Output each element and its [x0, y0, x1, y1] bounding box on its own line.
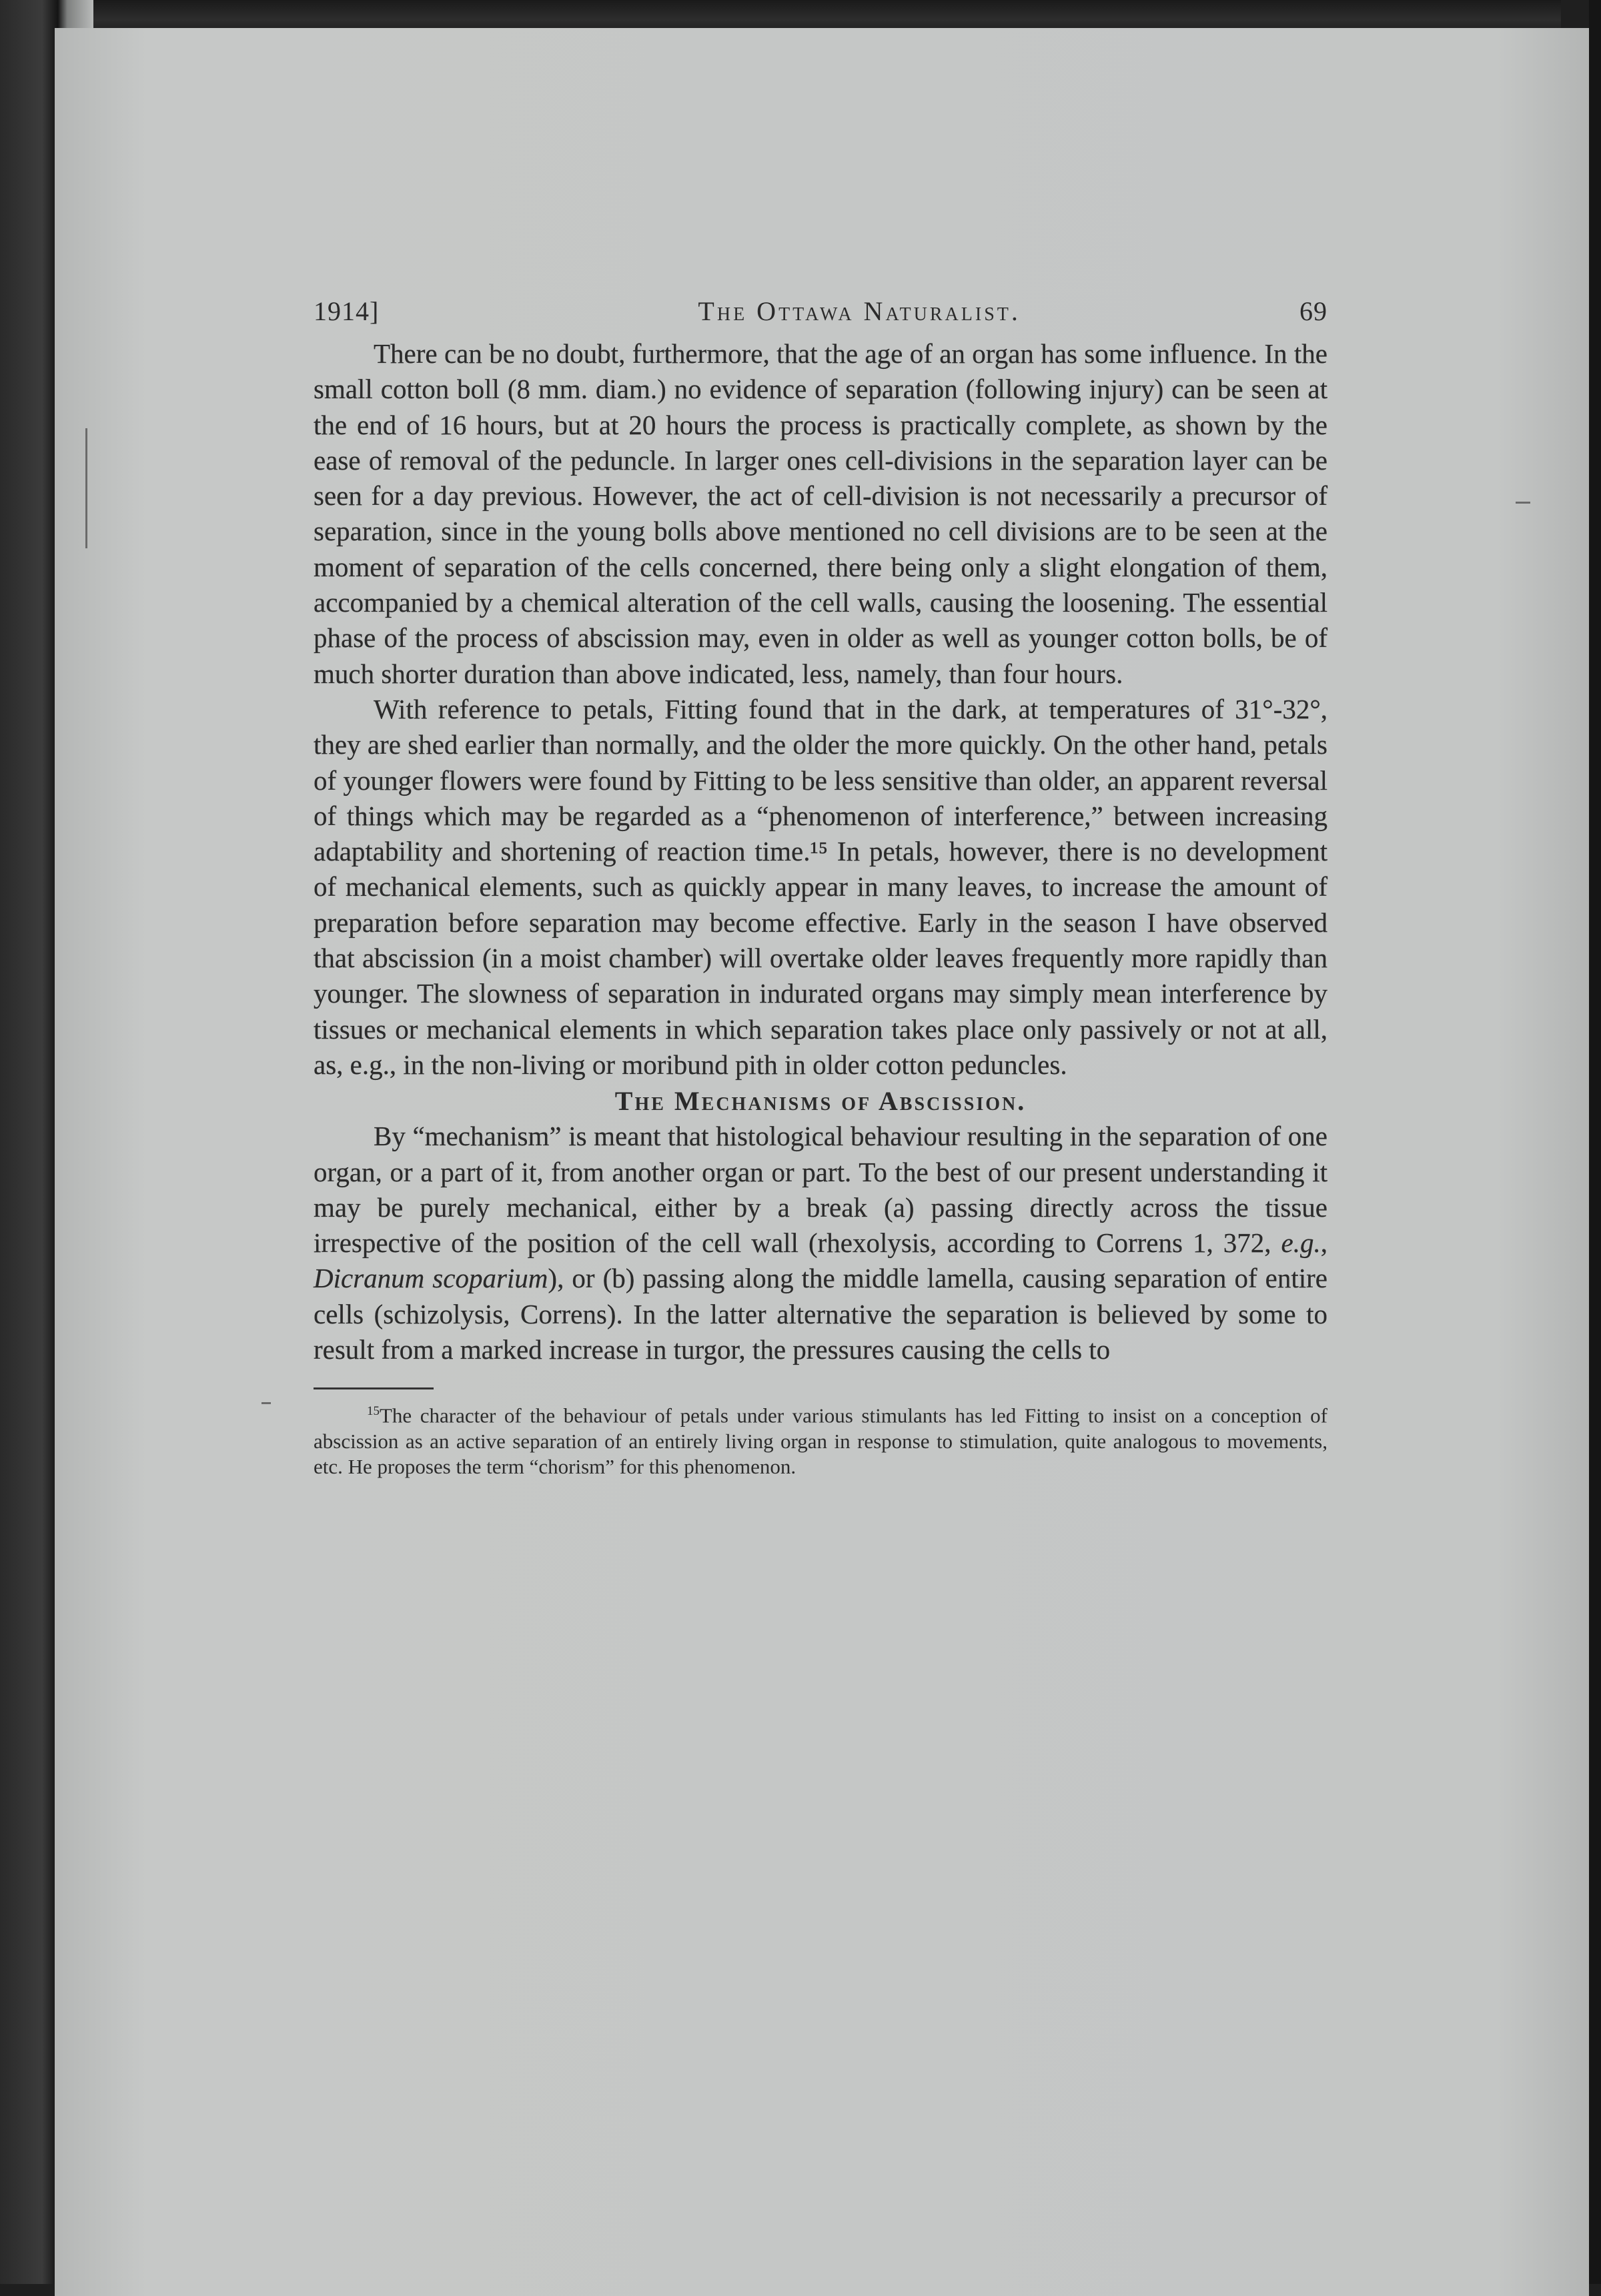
paragraph-text: ), or (b) passing along the middle lamella, causing separation of entire cells (schizolysis, Correns). In the latter alternative the separation is believed by some to result from a marked increase in turgor, the pressures causing the cells to — [314, 1263, 1327, 1365]
section-heading: The Mechanisms of Abscission. — [614, 1086, 1027, 1117]
paragraph-text: By “mechanism” is meant that histological behaviour resulting in the separation of one organ, or a part of it, from another organ or part. To the best of our present understanding it may be purely mechanical, either by a break (a) passing directly across the tissue irrespective of the position of the cell wall (rhexolysis, according to Correns 1, 372, — [314, 1121, 1327, 1259]
running-header — [314, 292, 1327, 331]
scan-right-edge — [1589, 0, 1601, 2284]
margin-mark — [85, 428, 87, 548]
footnote — [314, 1399, 1327, 1479]
body-paragraph — [314, 1119, 1327, 1367]
body-paragraph: With reference to petals, Fitting found that in the dark, at temperatures of 31°-32°, they are shed earlier than normally, and the older the more quickly. On the other hand, petals of younger flowers were found by Fitting to be less sensitive than older, an apparent reversal of things which may be regarded as a “phenomenon of interference,” between increasing adaptability and shortening of reaction time.¹⁵ In petals, however, there is no development of mechanical elements, such as quickly appear in many leaves, to increase the amount of preparation before separation may become effective. Early in the season I have observed that abscission (in a moist chamber) will overtake older leaves frequently more rapidly than younger. The slowness of separation in indurated organs may simply mean interference by tissues or mechanical elements in which separation takes place only passively or not at all, as, e.g., in the non-living or moribund pith in older cotton peduncles. — [314, 693, 1327, 1080]
footnote-marker: 15 — [367, 1404, 380, 1419]
journal-title: The Ottawa Naturalist. — [698, 296, 1021, 326]
species-name: Dicranum scoparium — [314, 1263, 548, 1294]
page-content — [314, 292, 1327, 1480]
footnote-rule — [314, 1387, 434, 1389]
abbreviation-eg: e.g. — [1281, 1227, 1321, 1259]
paragraph-text: , — [1320, 1227, 1327, 1259]
footnote-text: The character of the behaviour of petals under various stimulants has led Fitting to insist on a conception of abscission as an active separation of an entirely living organ in response to stimulation, quite analogous to movements, etc. He proposes the term “chorism” for this phenomenon. — [314, 1403, 1327, 1478]
page-number: 69 — [1299, 296, 1327, 326]
margin-mark — [261, 1402, 271, 1404]
body-paragraph: There can be no doubt, furthermore, that the age of an organ has some influence. In the small cotton boll (8 mm. diam.) no evidence of separation (following injury) can be seen at the end of 16 hours, but at 20 hours the process is practically complete, as shown by the ease of removal of the peduncle. In larger ones cell-divisions in the separation layer can be seen for a day previous. However, the act of cell-division is not necessarily a precursor of separation, since in the young bolls above mentioned no cell divisions are to be seen at the moment of separation of the cells concerned, there being only a slight elongation of them, accompanied by a chemical alteration of the cell walls, causing the loosening. The essential phase of the process of abscission may, even in older as well as younger cotton bolls, be of much shorter duration than above indicated, less, namely, than four hours. — [314, 338, 1327, 689]
margin-mark — [1516, 502, 1530, 504]
header-year: 1914] — [314, 296, 380, 326]
